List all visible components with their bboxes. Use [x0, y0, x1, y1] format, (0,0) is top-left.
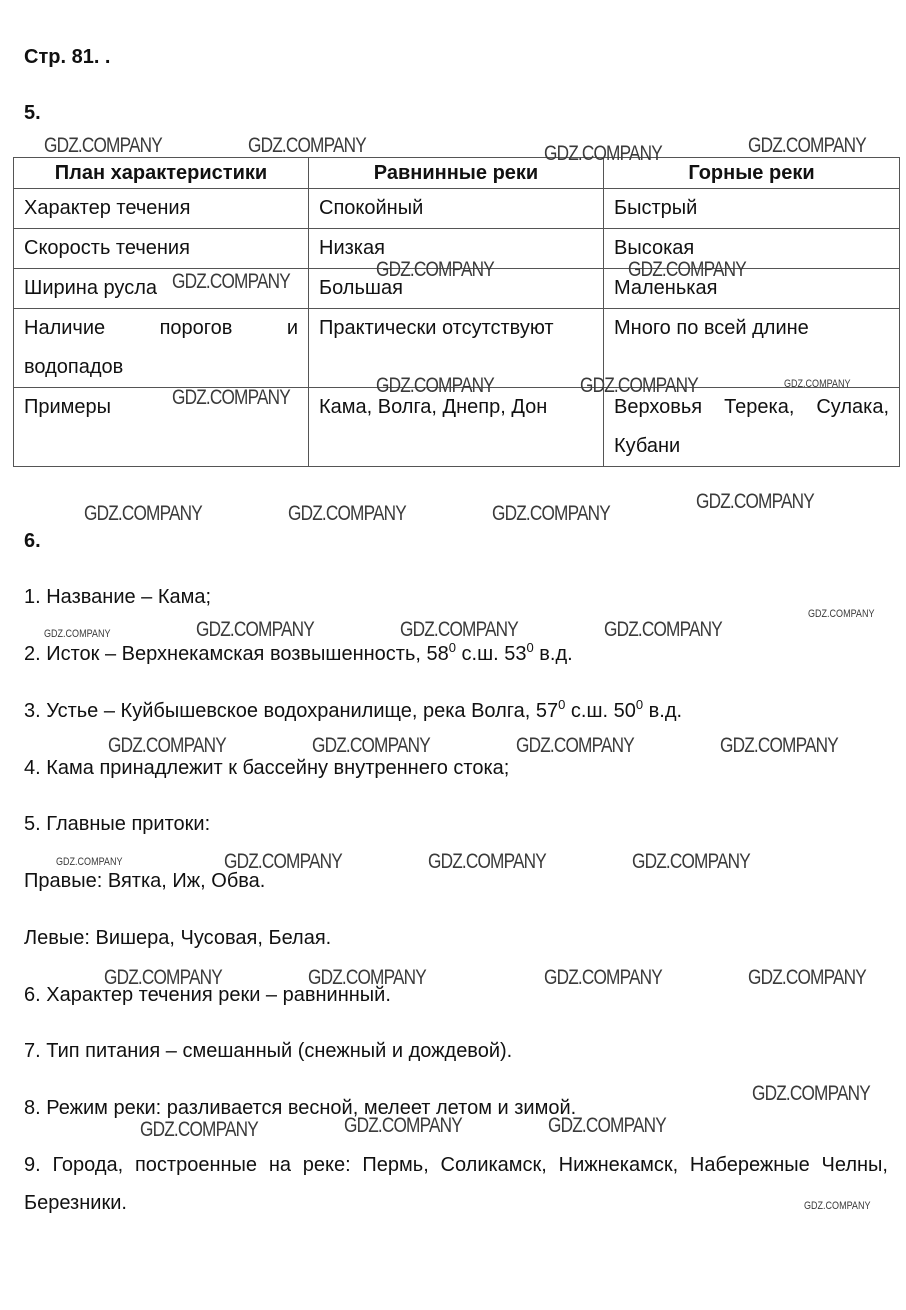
- watermark: GDZ.COMPANY: [376, 374, 494, 397]
- answer-line-2: 2. Исток – Верхнекамская возвышенность, $58^0$ с.ш. $53^0$ в.д.: [24, 640, 573, 665]
- table-cell: Высокая: [604, 229, 900, 269]
- table-cell: Ширина русла: [14, 269, 309, 309]
- watermark: GDZ.COMPANY: [312, 734, 430, 757]
- table-cell: Много по всей длине: [604, 309, 900, 388]
- table-cell: Характер течения: [14, 189, 309, 229]
- table-row: [14, 309, 900, 388]
- table-cell: Низкая: [309, 229, 604, 269]
- watermark: GDZ.COMPANY: [308, 966, 426, 989]
- watermark: GDZ.COMPANY: [248, 134, 366, 157]
- tributaries-left: Левые: Вишера, Чусовая, Белая.: [24, 927, 332, 949]
- table-row: [14, 269, 900, 309]
- header-mountain-rivers: Горные реки: [604, 158, 900, 189]
- watermark: GDZ.COMPANY: [224, 850, 342, 873]
- table-cell: Кама, Волга, Днепр, Дон: [309, 388, 604, 467]
- answer-line-7: 7. Тип питания – смешанный (снежный и дождевой).: [24, 1040, 513, 1062]
- answer-line-6: 6. Характер течения реки – равнинный.: [24, 984, 391, 1006]
- watermark: GDZ.COMPANY: [748, 134, 866, 157]
- table-header-row: [14, 158, 900, 189]
- watermark: GDZ.COMPANY: [696, 490, 814, 513]
- answer-line-1: 1. Название – Кама;: [24, 586, 212, 608]
- watermark: GDZ.COMPANY: [172, 386, 290, 409]
- watermark: GDZ.COMPANY: [44, 628, 111, 640]
- watermark: GDZ.COMPANY: [628, 258, 746, 281]
- table-cell: Верховья Терека, Сулака, Кубани: [604, 388, 900, 467]
- watermark: GDZ.COMPANY: [720, 734, 838, 757]
- watermark: GDZ.COMPANY: [344, 1114, 462, 1137]
- watermark: GDZ.COMPANY: [492, 502, 610, 525]
- watermark: GDZ.COMPANY: [604, 618, 722, 641]
- header-plan: План характеристики: [14, 158, 309, 189]
- watermark: GDZ.COMPANY: [288, 502, 406, 525]
- watermark: GDZ.COMPANY: [428, 850, 546, 873]
- watermark: GDZ.COMPANY: [84, 502, 202, 525]
- answer-line-5: 5. Главные притоки:: [24, 813, 211, 835]
- task6-number: 6.: [24, 530, 41, 552]
- table-cell: Скорость течения: [14, 229, 309, 269]
- watermark: GDZ.COMPANY: [632, 850, 750, 873]
- watermark: GDZ.COMPANY: [748, 966, 866, 989]
- watermark: GDZ.COMPANY: [140, 1118, 258, 1141]
- watermark: GDZ.COMPANY: [580, 374, 698, 397]
- table-cell: Маленькая: [604, 269, 900, 309]
- answer-line-3: 3. Устье – Куйбышевское водохранилище, река Волга, $57^0$ с.ш. $50^0$ в.д.: [24, 697, 683, 722]
- answer-line-9: 9. Города, построенные на реке: Пермь, Соликамск, Нижнекамск, Набережные Челны, Березники.: [24, 1154, 888, 1214]
- watermark: GDZ.COMPANY: [544, 142, 662, 165]
- table-cell: Практически отсутствуют: [309, 309, 604, 388]
- watermark: GDZ.COMPANY: [44, 134, 162, 157]
- answer-line-8: 8. Режим реки: разливается весной, мелеет летом и зимой.: [24, 1097, 577, 1119]
- watermark: GDZ.COMPANY: [196, 618, 314, 641]
- answer-line-4: 4. Кама принадлежит к бассейну внутреннего стока;: [24, 757, 510, 779]
- watermark: GDZ.COMPANY: [548, 1114, 666, 1137]
- watermark: GDZ.COMPANY: [376, 258, 494, 281]
- watermark: GDZ.COMPANY: [56, 856, 123, 868]
- watermark: GDZ.COMPANY: [400, 618, 518, 641]
- table-row: [14, 388, 900, 467]
- table-row: [14, 229, 900, 269]
- header-plain-rivers: Равнинные реки: [309, 158, 604, 189]
- table-cell: Большая: [309, 269, 604, 309]
- watermark: GDZ.COMPANY: [544, 966, 662, 989]
- table-cell: Быстрый: [604, 189, 900, 229]
- page-header: Стр. 81. .: [24, 46, 111, 68]
- watermark: GDZ.COMPANY: [172, 270, 290, 293]
- watermark: GDZ.COMPANY: [752, 1082, 870, 1105]
- rivers-comparison-table: [13, 157, 900, 467]
- table-cell: Примеры: [14, 388, 309, 467]
- watermark: GDZ.COMPANY: [808, 608, 875, 620]
- table-cell: Спокойный: [309, 189, 604, 229]
- table-cell: Наличие порогов и водопадов: [14, 309, 309, 388]
- watermark: GDZ.COMPANY: [784, 378, 851, 390]
- watermark: GDZ.COMPANY: [104, 966, 222, 989]
- table-row: [14, 189, 900, 229]
- watermark: GDZ.COMPANY: [108, 734, 226, 757]
- tributaries-right: Правые: Вятка, Иж, Обва.: [24, 870, 266, 892]
- watermark: GDZ.COMPANY: [804, 1200, 871, 1212]
- watermark: GDZ.COMPANY: [516, 734, 634, 757]
- task5-number: 5.: [24, 102, 41, 124]
